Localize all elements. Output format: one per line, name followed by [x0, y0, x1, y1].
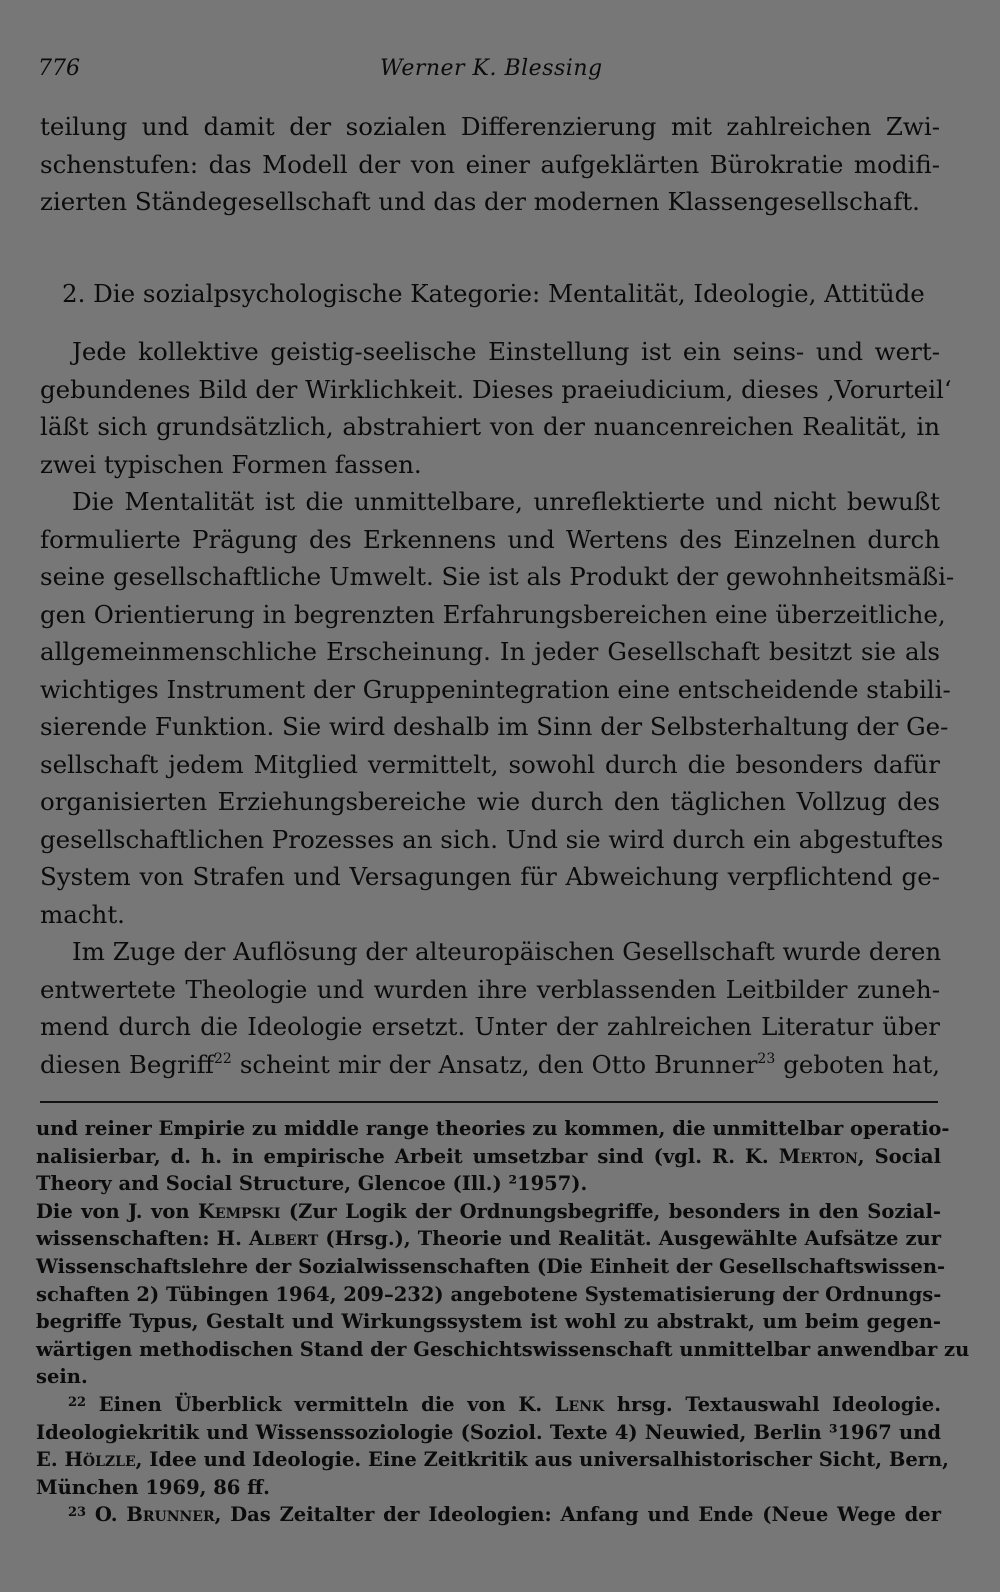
- running-title: Werner K. Blessing: [380, 56, 603, 81]
- text-segment: wissenschaften: H.: [36, 1227, 249, 1251]
- text-segment: hrsg. Textauswahl Ideologie.: [604, 1392, 941, 1416]
- footnote-number: 23: [68, 1505, 87, 1521]
- intro-paragraph: [40, 108, 940, 221]
- footnote-line: München 1969, 86 ff.: [36, 1475, 270, 1499]
- text-line: wichtiges Instrument der Gruppenintegration eine entscheidende stabili-: [40, 674, 951, 704]
- text-segment: nalisierbar, d. h. in empirische Arbeit umsetzbar sind (vgl. R. K.: [36, 1144, 779, 1168]
- footnote-line: [36, 1143, 941, 1171]
- text-line: Im Zuge der Auflösung der alteuropäischen Gesellschaft wurde deren: [72, 937, 942, 966]
- text-line: Die Mentalität ist die unmittelbare, unreflektierte und nicht bewußt: [72, 487, 940, 516]
- text-line: seine gesellschaftliche Umwelt. Sie ist als Produkt der gewohnheitsmäßi-: [40, 562, 955, 591]
- footnote-line: [36, 1391, 941, 1419]
- footnote-line: und reiner Empirie zu middle range theories zu kommen, die unmittelbar operatio-: [36, 1117, 950, 1140]
- footnote-continuation-kempski: [36, 1198, 970, 1391]
- author-name: Hölzle: [64, 1448, 136, 1472]
- text-line: gebundenes Bild der Wirklichkeit. Dieses praeiudicium, dieses ‚Vorurteil‘: [40, 374, 952, 404]
- footnote-line: schaften 2) Tübingen 1964, 209–232) angebotene Systematisierung der Ordnungs-: [36, 1282, 942, 1306]
- footnote-line: [36, 1225, 941, 1253]
- footnote-line: sein.: [36, 1365, 88, 1389]
- text-line: sellschaft jedem Mitglied vermittelt, sowohl durch die besonders dafür: [40, 749, 940, 779]
- footnote-separator: [40, 1101, 938, 1103]
- text-line: gen Orientierung in begrenzten Erfahrungsbereichen eine überzeitliche,: [40, 599, 946, 629]
- paragraph-ideologie: [40, 933, 940, 1083]
- page-number: 776: [38, 56, 80, 81]
- footnotes: [36, 1115, 970, 1529]
- footnote-line: Theory and Social Structure, Glencoe (Ill.) ²1957).: [36, 1172, 588, 1196]
- section-heading: 2. Die sozialpsychologische Kategorie: Mentalität, Ideologie, Attitüde: [62, 279, 925, 308]
- footnote-line: wärtigen methodischen Stand der Geschichtswissenschaft unmittelbar anwendbar zu: [36, 1337, 970, 1361]
- text-line: allgemeinmenschliche Erscheinung. In jeder Gesellschaft besitzt sie als: [40, 637, 940, 666]
- footnote-line: [36, 1446, 949, 1474]
- footnote-22: [36, 1391, 949, 1501]
- text-segment: Einen Überblick vermitteln die von K.: [86, 1392, 555, 1416]
- text-line: [40, 1046, 940, 1084]
- paragraph-jede-kollektive: [40, 333, 952, 483]
- text-segment: , Social: [857, 1144, 941, 1168]
- text-segment: geboten hat,: [775, 1049, 940, 1079]
- text-line: Jede kollektive geistig-seelische Einstellung ist ein seins- und wert-: [72, 337, 940, 366]
- text-segment: , Idee und Ideologie. Eine Zeitkritik aus universalhistorischer Sicht, Bern,: [135, 1448, 949, 1472]
- text-segment: diesen Begriff: [40, 1049, 214, 1079]
- text-line: macht.: [40, 899, 125, 929]
- text-line: entwertete Theologie und wurden ihre verblassenden Leitbilder zuneh-: [40, 974, 940, 1004]
- footnote-number: 22: [68, 1394, 87, 1410]
- footnote-line: begriffe Typus, Gestalt und Wirkungssystem ist wohl zu abstrakt, um beim gegen-: [36, 1310, 941, 1334]
- text-line: sierende Funktion. Sie wird deshalb im Sinn der Selbsterhaltung der Ge-: [40, 712, 949, 741]
- text-line: gesellschaftlichen Prozesses an sich. Und sie wird durch ein abgestuftes: [40, 824, 944, 854]
- paragraph-mentalitaet: [40, 483, 955, 933]
- text-segment: , Das Zeitalter der Ideologien: Anfang und Ende (Neue Wege der: [214, 1503, 941, 1527]
- footnote-line: Ideologiekritik und Wissenssoziologie (Soziol. Texte 4) Neuwied, Berlin ³1967 und: [36, 1420, 941, 1444]
- text-segment: scheint mir der Ansatz, den Otto Brunner: [231, 1049, 758, 1079]
- text-line: System von Strafen und Versagungen für Abweichung verpflichtend ge-: [40, 862, 940, 891]
- author-name: Albert: [248, 1227, 319, 1251]
- footnote-line: Wissenschaftslehre der Sozialwissenschaften (Die Einheit der Gesellschaftswissen-: [36, 1254, 946, 1278]
- footnote-ref-23[interactable]: 23: [757, 1050, 776, 1067]
- text-line: schenstufen: das Modell der von einer aufgeklärten Bürokratie modifi-: [40, 149, 940, 179]
- text-segment: (Hrsg.), Theorie und Realität. Ausgewählte Aufsätze zur: [318, 1227, 941, 1251]
- footnote-line: [36, 1198, 941, 1226]
- text-line: teilung und damit der sozialen Differenzierung mit zahlreichen Zwi-: [40, 112, 940, 141]
- author-name: Lenk: [554, 1392, 605, 1416]
- footnote-ref-22[interactable]: 22: [214, 1050, 232, 1067]
- text-line: zwei typischen Formen fassen.: [40, 449, 422, 479]
- footnote-line: [36, 1501, 941, 1529]
- author-name: Brunner: [126, 1503, 215, 1527]
- text-line: formulierte Prägung des Erkennens und Wertens des Einzelnen durch: [40, 524, 940, 554]
- text-line: läßt sich grundsätzlich, abstrahiert von der nuancenreichen Realität, in: [40, 412, 940, 441]
- text-segment: E.: [36, 1448, 65, 1472]
- footnote-23: [36, 1501, 941, 1529]
- text-line: mend durch die Ideologie ersetzt. Unter der zahlreichen Literatur über: [40, 1012, 940, 1041]
- text-segment: O.: [86, 1503, 127, 1527]
- text-segment: Die von J. von: [36, 1199, 198, 1223]
- text-line: organisierten Erziehungsbereiche wie durch den täglichen Vollzug des: [40, 787, 940, 816]
- author-name: Merton: [778, 1144, 858, 1168]
- running-head: [38, 56, 940, 86]
- author-name: Kempski: [197, 1199, 281, 1223]
- footnote-continuation-empirie: [36, 1115, 950, 1198]
- text-line: zierten Ständegesellschaft und das der modernen Klassengesellschaft.: [40, 187, 920, 216]
- text-segment: (Zur Logik der Ordnungsbegriffe, besonders in den Sozial-: [280, 1199, 941, 1223]
